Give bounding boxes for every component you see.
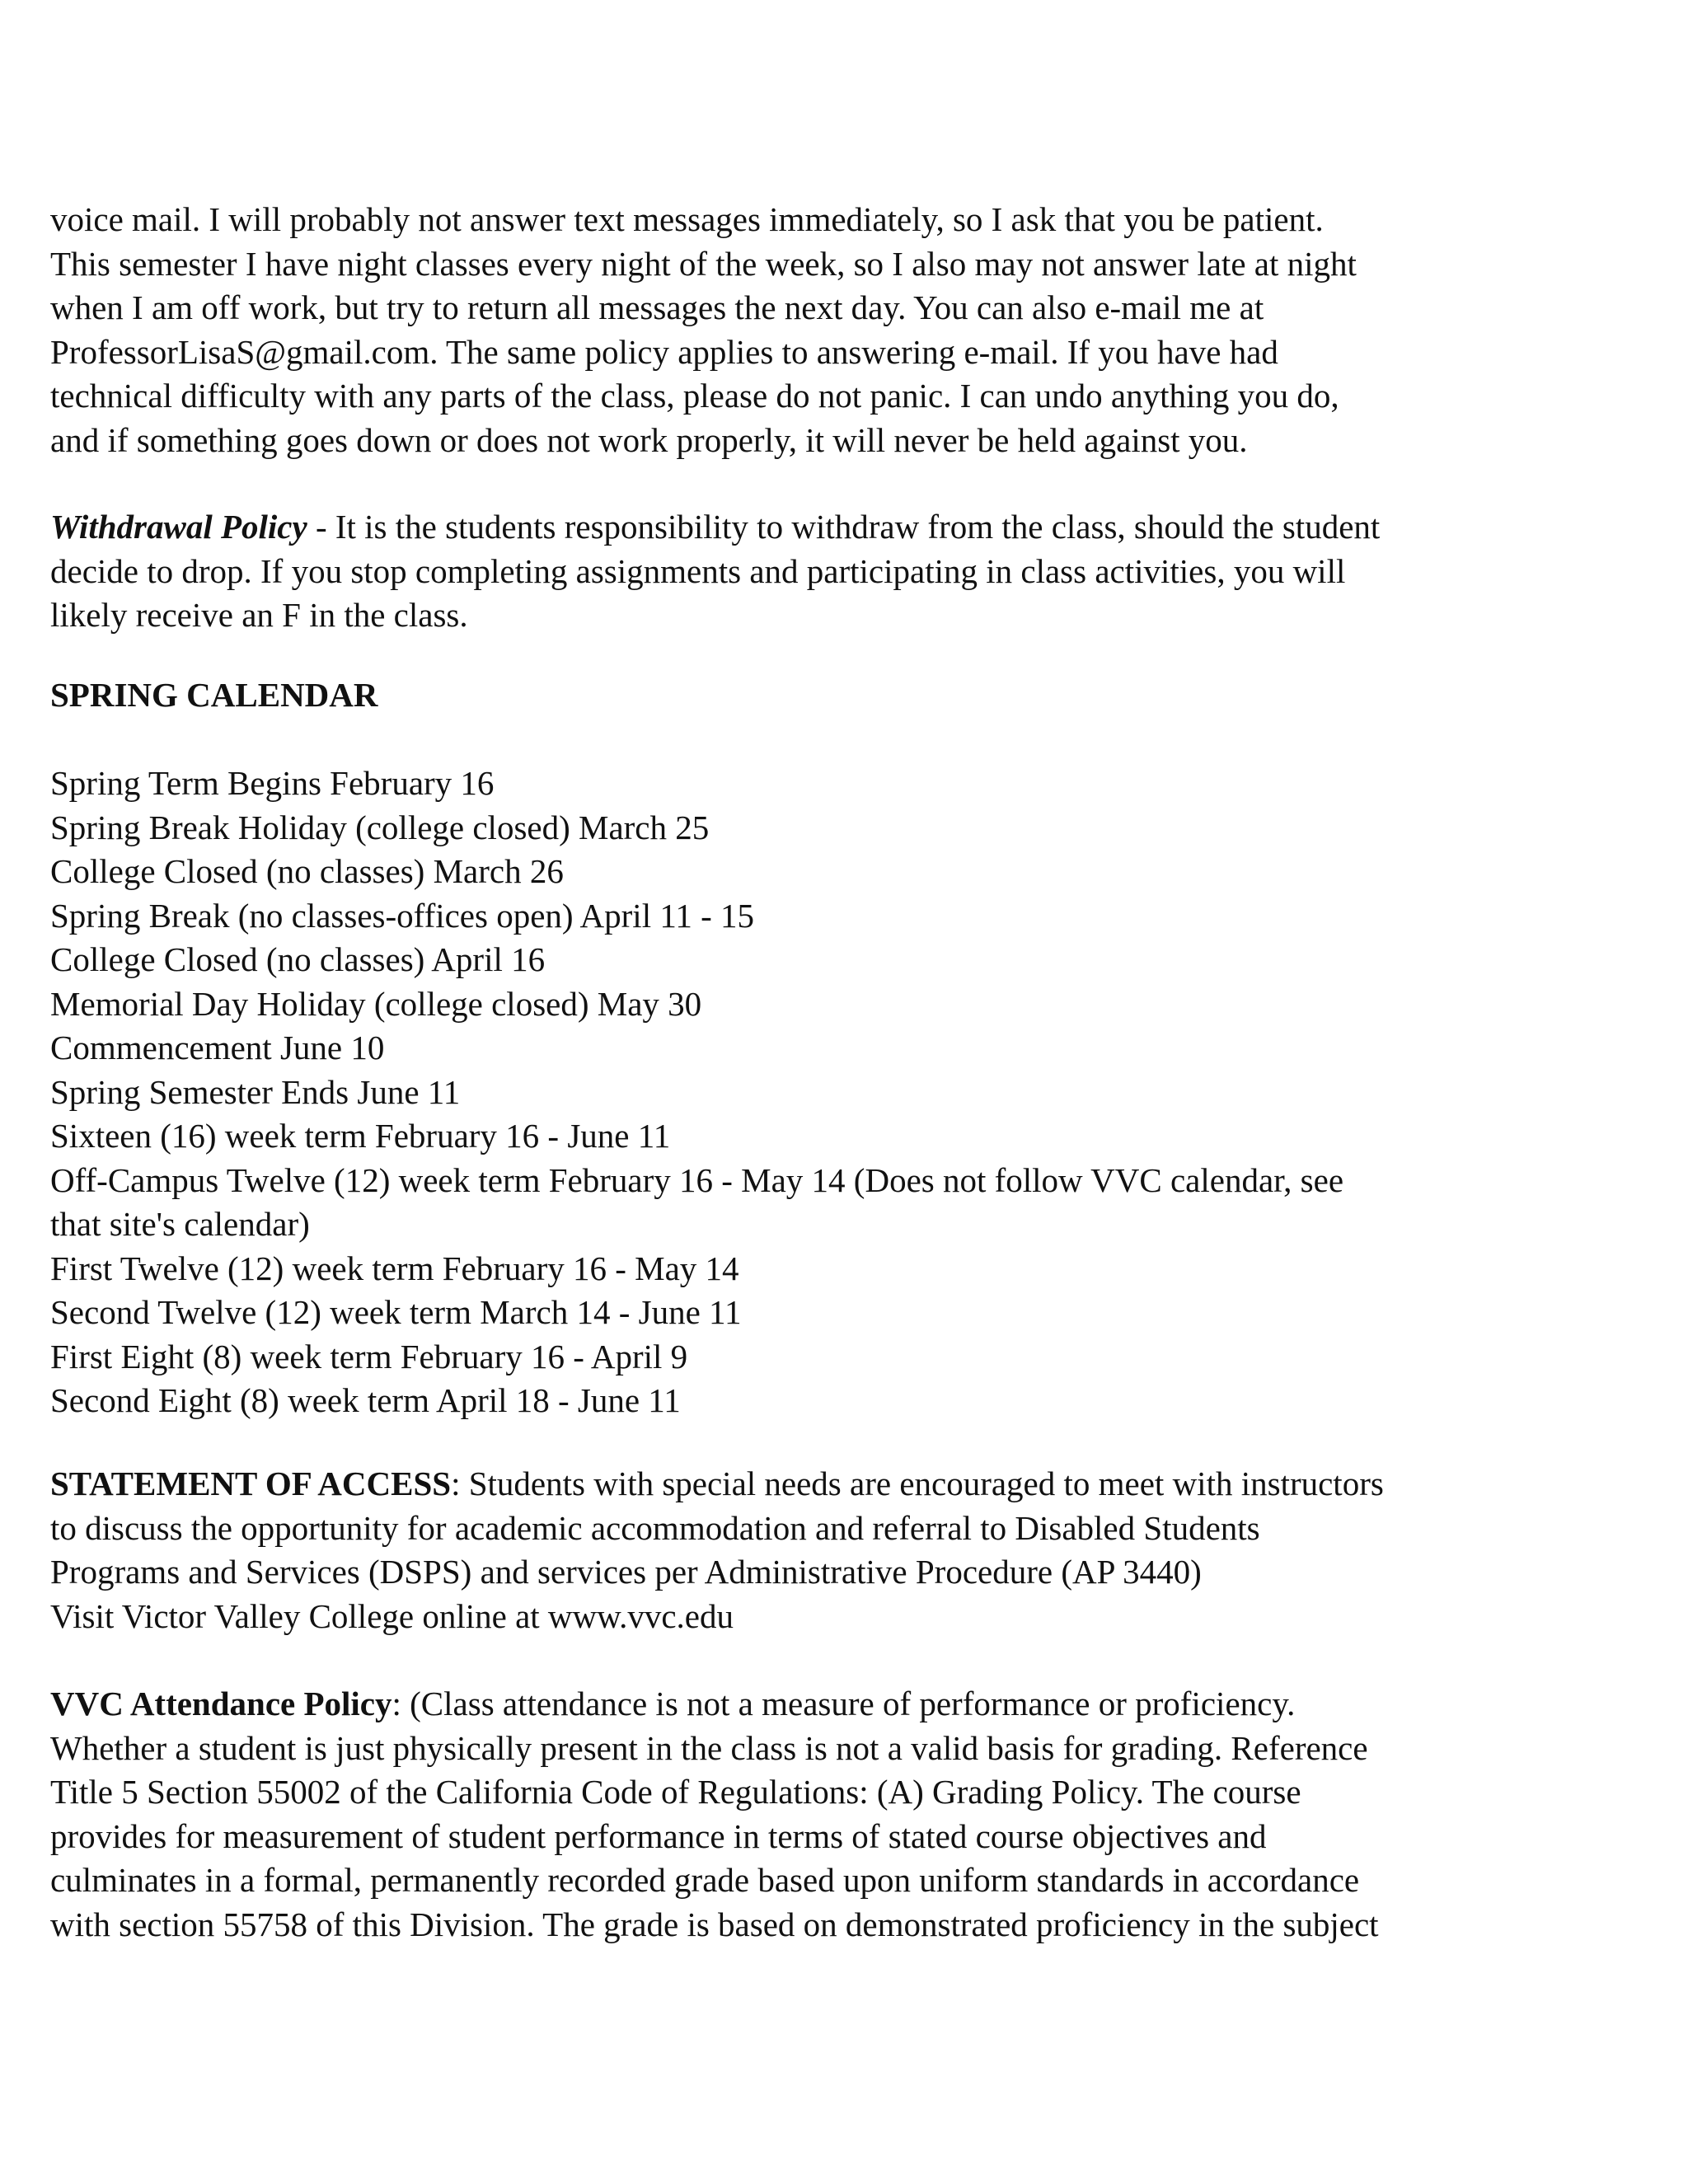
calendar-item: Commencement June 10 [50, 1029, 385, 1066]
calendar-item: Spring Term Begins February 16 [50, 764, 495, 802]
paragraph-line: likely receive an F in the class. [50, 596, 468, 634]
paragraph-line: culminates in a formal, permanently recorded grade based upon uniform standards in accordance [50, 1861, 1360, 1899]
paragraph-line: technical difficulty with any parts of the class, please do not panic. I can undo anything you do, [50, 377, 1339, 415]
calendar-item: Spring Break (no classes-offices open) April 11 - 15 [50, 896, 754, 935]
calendar-item: Sixteen (16) week term February 16 - June 11 [50, 1117, 671, 1155]
calendar-item: Memorial Day Holiday (college closed) May 30 [50, 984, 702, 1023]
withdrawal-policy-paragraph [50, 505, 1641, 638]
calendar-item: that site's calendar) [50, 1205, 310, 1243]
withdrawal-policy-label: Withdrawal Policy [50, 508, 307, 546]
paragraph-line: Programs and Services (DSPS) and services per Administrative Procedure (AP 3440) [50, 1553, 1202, 1591]
spring-calendar-list [50, 762, 1641, 1423]
paragraph-line [50, 505, 1641, 550]
calendar-item: College Closed (no classes) April 16 [50, 940, 546, 978]
paragraph-line: Visit Victor Valley College online at www.vvc.edu [50, 1596, 734, 1635]
withdrawal-policy-text: - It is the students responsibility to withdraw from the class, should the student [307, 508, 1381, 546]
paragraph-line: This semester I have night classes every night of the week, so I also may not answer late at night [50, 244, 1357, 283]
calendar-item: College Closed (no classes) March 26 [50, 852, 564, 890]
statement-of-access-paragraph [50, 1462, 1641, 1638]
paragraph-line: voice mail. I will probably not answer text messages immediately, so I ask that you be patient. [50, 200, 1324, 238]
paragraph-line: decide to drop. If you stop completing assignments and participating in class activities, you will [50, 551, 1346, 590]
paragraph-line: provides for measurement of student performance in terms of stated course objectives and [50, 1816, 1267, 1855]
calendar-item: First Eight (8) week term February 16 - April 9 [50, 1337, 688, 1376]
paragraph-line: with section 55758 of this Division. The grade is based on demonstrated proficiency in the subject [50, 1905, 1379, 1943]
paragraph-line: to discuss the opportunity for academic accommodation and referral to Disabled Students [50, 1508, 1260, 1547]
paragraph-line: Whether a student is just physically present in the class is not a valid basis for grading. Reference [50, 1728, 1368, 1767]
calendar-item: Spring Break Holiday (college closed) March 25 [50, 808, 710, 846]
paragraph-line: when I am off work, but try to return all messages the next day. You can also e-mail me at [50, 288, 1264, 326]
calendar-item: Spring Semester Ends June 11 [50, 1072, 461, 1111]
attendance-policy-label: VVC Attendance Policy [50, 1685, 392, 1722]
attendance-policy-text: : (Class attendance is not a measure of performance or proficiency. [392, 1685, 1296, 1722]
statement-of-access-text: : Students with special needs are encouraged to meet with instructors [451, 1465, 1384, 1502]
paragraph-line [50, 1682, 1641, 1727]
paragraph-line: and if something goes down or does not work properly, it will never be held against you. [50, 420, 1248, 459]
calendar-item: Off-Campus Twelve (12) week term February 16 - May 14 (Does not follow VVC calendar, see [50, 1160, 1344, 1199]
calendar-item: First Twelve (12) week term February 16 - May 14 [50, 1249, 739, 1287]
calendar-item: Second Eight (8) week term April 18 - June 11 [50, 1381, 681, 1419]
contact-paragraph [50, 198, 1641, 462]
statement-of-access-label: STATEMENT OF ACCESS [50, 1465, 452, 1502]
paragraph-line [50, 1462, 1641, 1507]
paragraph-line: Title 5 Section 55002 of the California Code of Regulations: (A) Grading Policy. The course [50, 1773, 1301, 1811]
spring-calendar-heading: SPRING CALENDAR [50, 676, 378, 714]
calendar-item: Second Twelve (12) week term March 14 - June 11 [50, 1293, 742, 1331]
paragraph-line: ProfessorLisaS@gmail.com. The same policy applies to answering e-mail. If you have had [50, 332, 1278, 371]
attendance-policy-paragraph [50, 1682, 1641, 1947]
